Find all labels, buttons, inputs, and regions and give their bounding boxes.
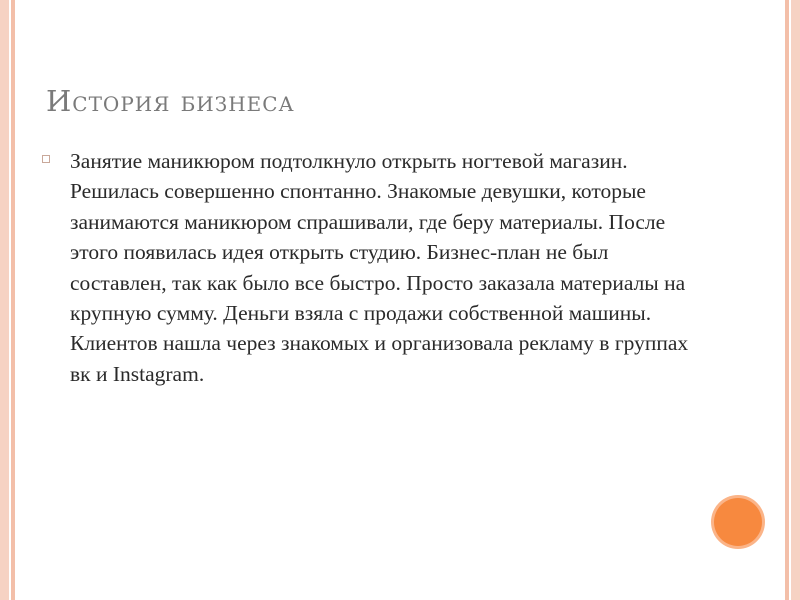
bullet-text: Занятие маникюром подтолкнуло открыть ногтевой магазин. Решилась совершенно спонтанно. Знакомые девушки, которые занимаются маникюром спрашивали, где беру материалы. После этого появилась идея открыть студию. Бизнес-план не был составлен, так как было все быстро. Просто заказала материалы на крупную сумму. Деньги взяла с продажи собственной машины. Клиентов нашла через знакомых и организовала рекламу в группах вк и Instagram. (70, 149, 689, 386)
right-border-outer (791, 0, 800, 600)
slide-title: История бизнеса (46, 84, 295, 118)
left-border-inner (11, 0, 15, 600)
left-border-outer (0, 0, 9, 600)
orange-circle-icon (714, 498, 762, 546)
square-bullet-icon (42, 155, 50, 163)
